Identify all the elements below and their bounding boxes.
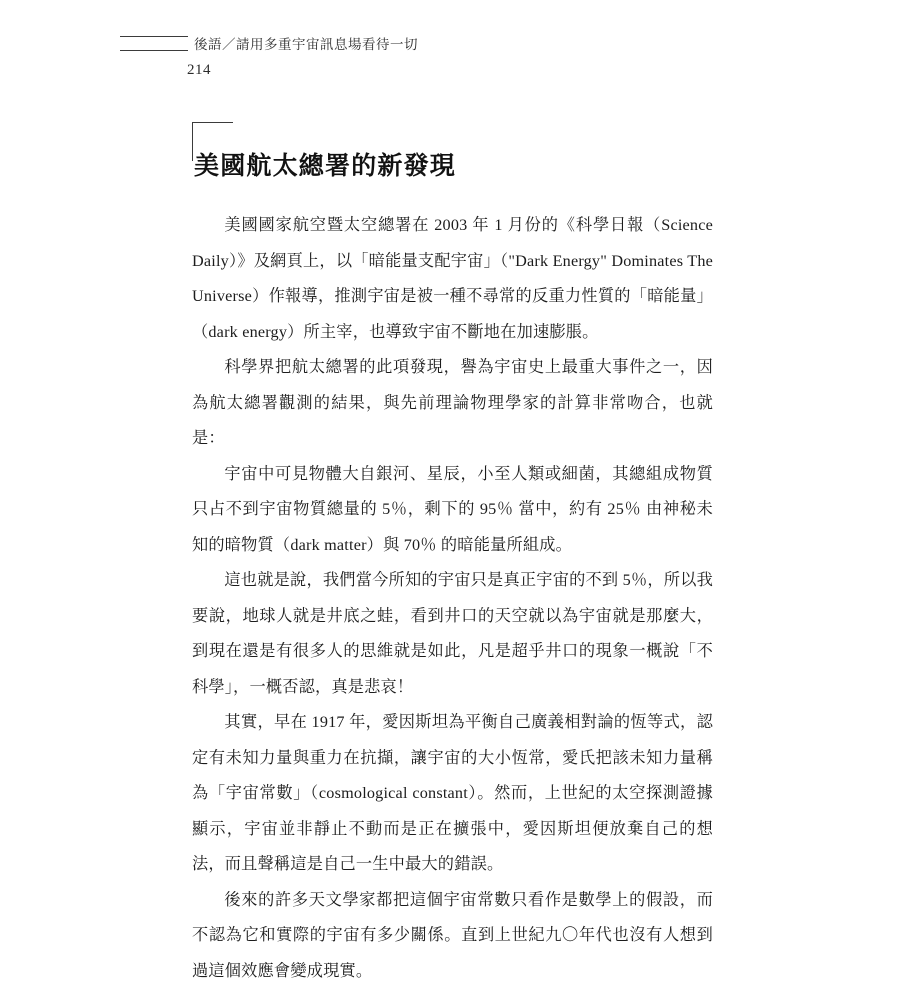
paragraph: 其實，早在 1917 年，愛因斯坦為平衡自己廣義相對論的恆等式，認定有未知力量與重力在抗擷，讓宇宙的大小恆常，愛氏把該未知力量稱為「宇宙常數」（cosmological constant）。然而，上世紀的太空探測證據顯示，宇宙並非靜止不動而是正在擴張中，愛因斯坦便放棄自己的想法，而且聲稱這是自己一生中最大的錯誤。 xyxy=(192,705,713,883)
running-head-text: 後語／請用多重宇宙訊息場看待一切 xyxy=(194,33,418,53)
paragraph: 宇宙中可見物體大自銀河、星辰，小至人類或細菌，其總組成物質只占不到宇宙物質總量的 5％，剩下的 95％ 當中，約有 25％ 由神秘未知的暗物質（dark matter）與 70％ 的暗能量所組成。 xyxy=(192,457,713,564)
paragraph: 科學界把航太總署的此項發現，譽為宇宙史上最重大事件之一，因為航太總署觀測的結果，與先前理論物理學家的計算非常吻合，也就是： xyxy=(192,350,713,457)
paragraph: 後來的許多天文學家都把這個宇宙常數只看作是數學上的假設，而不認為它和實際的宇宙有多少關係。直到上世紀九〇年代也沒有人想到過這個效應會變成現實。 xyxy=(192,883,713,989)
running-head-rule xyxy=(120,36,188,51)
section-heading xyxy=(192,122,712,192)
paragraph: 這也就是說，我們當今所知的宇宙只是真正宇宙的不到 5％，所以我要說，地球人就是井底之蛙，看到井口的天空就以為宇宙就是那麼大，到現在還是有很多人的思維就是如此，凡是超乎井口的現象一概說「不科學」，一概否認，真是悲哀！ xyxy=(192,563,713,705)
paragraph: 美國國家航空暨太空總署在 2003 年 1 月份的《科學日報（Science Daily）》及網頁上，以「暗能量支配宇宙」（"Dark Energy" Dominates The Universe）作報導，推測宇宙是被一種不尋常的反重力性質的「暗能量」（dark energy）所主宰，也導致宇宙不斷地在加速膨脹。 xyxy=(192,208,713,350)
page-title: 美國航太總署的新發現 xyxy=(194,146,456,182)
running-head xyxy=(120,33,760,55)
body-text xyxy=(192,208,713,989)
page-number: 214 xyxy=(187,62,211,79)
